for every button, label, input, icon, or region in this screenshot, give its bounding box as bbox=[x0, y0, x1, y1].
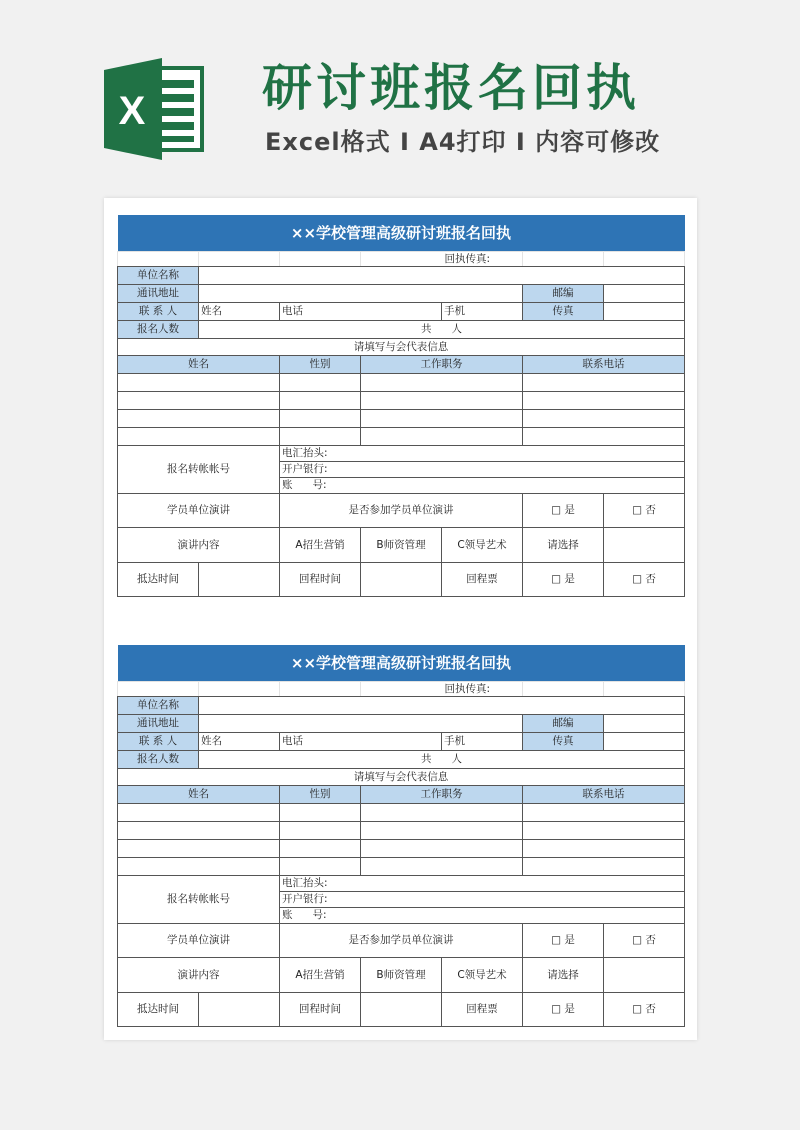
arrival-label: 抵达时间 bbox=[118, 993, 199, 1027]
form-title: ××学校管理高级研讨班报名回执 bbox=[118, 645, 685, 682]
col-header-job: 工作职务 bbox=[361, 356, 523, 374]
ticket-yes-checkbox[interactable]: □ 是 bbox=[523, 993, 604, 1027]
unit-name-label: 单位名称 bbox=[118, 697, 199, 715]
cell[interactable] bbox=[118, 804, 280, 822]
arrival-label: 抵达时间 bbox=[118, 563, 199, 597]
choice-field[interactable] bbox=[604, 958, 685, 993]
fax-field[interactable] bbox=[604, 733, 685, 751]
cell[interactable] bbox=[280, 682, 361, 697]
return-time-field[interactable] bbox=[361, 993, 442, 1027]
col-header-gender: 性别 bbox=[280, 786, 361, 804]
address-label: 通讯地址 bbox=[118, 285, 199, 303]
contact-name-field[interactable]: 姓名 bbox=[199, 303, 280, 321]
registration-table bbox=[117, 645, 685, 1027]
fax-label-cell: 传真 bbox=[523, 733, 604, 751]
cell[interactable] bbox=[280, 410, 361, 428]
cell[interactable] bbox=[199, 682, 280, 697]
cell[interactable] bbox=[361, 410, 523, 428]
cell[interactable] bbox=[118, 840, 280, 858]
contact-name-field[interactable]: 姓名 bbox=[199, 733, 280, 751]
cell[interactable] bbox=[523, 392, 685, 410]
cell[interactable] bbox=[280, 252, 361, 267]
cell[interactable] bbox=[523, 858, 685, 876]
account-number-field[interactable]: 账 号: bbox=[280, 908, 685, 924]
cell[interactable] bbox=[118, 392, 280, 410]
bank-field[interactable]: 开户银行: bbox=[280, 462, 685, 478]
cell[interactable] bbox=[118, 252, 199, 267]
contact-mobile-field[interactable]: 手机 bbox=[442, 733, 523, 751]
unit-name-field[interactable] bbox=[199, 267, 685, 285]
return-time-label: 回程时间 bbox=[280, 993, 361, 1027]
cell[interactable] bbox=[361, 858, 523, 876]
cell[interactable] bbox=[118, 410, 280, 428]
option-b[interactable]: B师资管理 bbox=[361, 958, 442, 993]
fax-field[interactable] bbox=[604, 303, 685, 321]
cell[interactable] bbox=[523, 804, 685, 822]
cell[interactable] bbox=[361, 374, 523, 392]
cell[interactable] bbox=[199, 252, 280, 267]
contact-label: 联 系 人 bbox=[118, 303, 199, 321]
table-row bbox=[118, 822, 685, 840]
option-c[interactable]: C领导艺术 bbox=[442, 528, 523, 563]
table-row bbox=[118, 392, 685, 410]
cell[interactable] bbox=[280, 428, 361, 446]
speech-question: 是否参加学员单位演讲 bbox=[280, 494, 523, 528]
col-header-phone: 联系电话 bbox=[523, 356, 685, 374]
return-ticket-label: 回程票 bbox=[442, 563, 523, 597]
address-field[interactable] bbox=[199, 715, 523, 733]
count-field[interactable]: 共 人 bbox=[199, 321, 685, 339]
cell[interactable] bbox=[523, 428, 685, 446]
rep-info-heading: 请填写与会代表信息 bbox=[118, 339, 685, 356]
postcode-label: 邮编 bbox=[523, 285, 604, 303]
cell[interactable] bbox=[523, 822, 685, 840]
arrival-field[interactable] bbox=[199, 563, 280, 597]
postcode-field[interactable] bbox=[604, 715, 685, 733]
address-field[interactable] bbox=[199, 285, 523, 303]
cell[interactable] bbox=[118, 374, 280, 392]
speech-label: 学员单位演讲 bbox=[118, 494, 280, 528]
cell[interactable] bbox=[280, 374, 361, 392]
speech-yes-checkbox[interactable]: □ 是 bbox=[523, 494, 604, 528]
speech-no-checkbox[interactable]: □ 否 bbox=[604, 924, 685, 958]
account-label: 报名转帐帐号 bbox=[118, 876, 280, 924]
count-field[interactable]: 共 人 bbox=[199, 751, 685, 769]
postcode-label: 邮编 bbox=[523, 715, 604, 733]
cell[interactable] bbox=[280, 804, 361, 822]
cell[interactable] bbox=[118, 858, 280, 876]
table-row bbox=[118, 840, 685, 858]
arrival-field[interactable] bbox=[199, 993, 280, 1027]
cell[interactable] bbox=[361, 392, 523, 410]
fax-label: 回执传真: bbox=[361, 682, 523, 697]
count-label: 报名人数 bbox=[118, 751, 199, 769]
return-time-label: 回程时间 bbox=[280, 563, 361, 597]
option-a[interactable]: A招生营销 bbox=[280, 528, 361, 563]
contact-phone-field[interactable]: 电话 bbox=[280, 733, 442, 751]
option-b[interactable]: B师资管理 bbox=[361, 528, 442, 563]
contact-label: 联 系 人 bbox=[118, 733, 199, 751]
cell[interactable] bbox=[604, 682, 685, 697]
return-ticket-label: 回程票 bbox=[442, 993, 523, 1027]
col-header-name: 姓名 bbox=[118, 786, 280, 804]
bank-field[interactable]: 开户银行: bbox=[280, 892, 685, 908]
cell[interactable] bbox=[118, 428, 280, 446]
wire-title-field[interactable]: 电汇抬头: bbox=[280, 446, 685, 462]
form-title: ××学校管理高级研讨班报名回执 bbox=[118, 215, 685, 252]
table-row bbox=[118, 410, 685, 428]
cell[interactable] bbox=[361, 804, 523, 822]
fax-value[interactable] bbox=[523, 682, 604, 697]
ticket-no-checkbox[interactable]: □ 否 bbox=[604, 993, 685, 1027]
cell[interactable] bbox=[604, 252, 685, 267]
table-row bbox=[118, 374, 685, 392]
table-row bbox=[118, 858, 685, 876]
page-title: 研讨班报名回执 bbox=[262, 59, 640, 117]
address-label: 通讯地址 bbox=[118, 715, 199, 733]
speech-content-label: 演讲内容 bbox=[118, 528, 280, 563]
registration-form-2 bbox=[117, 645, 685, 1027]
table-row bbox=[118, 804, 685, 822]
postcode-field[interactable] bbox=[604, 285, 685, 303]
cell[interactable] bbox=[280, 822, 361, 840]
wire-title-field[interactable]: 电汇抬头: bbox=[280, 876, 685, 892]
cell[interactable] bbox=[118, 822, 280, 840]
cell[interactable] bbox=[361, 822, 523, 840]
cell[interactable] bbox=[280, 840, 361, 858]
account-number-field[interactable]: 账 号: bbox=[280, 478, 685, 494]
cell[interactable] bbox=[280, 392, 361, 410]
contact-phone-field[interactable]: 电话 bbox=[280, 303, 442, 321]
speech-label: 学员单位演讲 bbox=[118, 924, 280, 958]
choose-label: 请选择 bbox=[523, 958, 604, 993]
speech-yes-checkbox[interactable]: □ 是 bbox=[523, 924, 604, 958]
excel-logo-icon bbox=[104, 58, 204, 160]
cell[interactable] bbox=[523, 410, 685, 428]
option-c[interactable]: C领导艺术 bbox=[442, 958, 523, 993]
speech-question: 是否参加学员单位演讲 bbox=[280, 924, 523, 958]
cell[interactable] bbox=[280, 858, 361, 876]
fax-label-cell: 传真 bbox=[523, 303, 604, 321]
rep-info-heading: 请填写与会代表信息 bbox=[118, 769, 685, 786]
col-header-phone: 联系电话 bbox=[523, 786, 685, 804]
page-subtitle: Excel格式 I A4打印 I 内容可修改 bbox=[265, 128, 661, 156]
ticket-no-checkbox[interactable]: □ 否 bbox=[604, 563, 685, 597]
cell[interactable] bbox=[361, 840, 523, 858]
col-header-gender: 性别 bbox=[280, 356, 361, 374]
account-label: 报名转帐帐号 bbox=[118, 446, 280, 494]
fax-label: 回执传真: bbox=[361, 252, 523, 267]
table-row bbox=[118, 428, 685, 446]
ticket-yes-checkbox[interactable]: □ 是 bbox=[523, 563, 604, 597]
col-header-job: 工作职务 bbox=[361, 786, 523, 804]
speech-no-checkbox[interactable]: □ 否 bbox=[604, 494, 685, 528]
cell[interactable] bbox=[523, 374, 685, 392]
return-time-field[interactable] bbox=[361, 563, 442, 597]
col-header-name: 姓名 bbox=[118, 356, 280, 374]
svg-text:X: X bbox=[118, 89, 146, 133]
choose-label: 请选择 bbox=[523, 528, 604, 563]
unit-name-field[interactable] bbox=[199, 697, 685, 715]
choice-field[interactable] bbox=[604, 528, 685, 563]
registration-table bbox=[117, 215, 685, 597]
cell[interactable] bbox=[118, 682, 199, 697]
contact-mobile-field[interactable]: 手机 bbox=[442, 303, 523, 321]
fax-value[interactable] bbox=[523, 252, 604, 267]
unit-name-label: 单位名称 bbox=[118, 267, 199, 285]
speech-content-label: 演讲内容 bbox=[118, 958, 280, 993]
registration-form-1 bbox=[117, 215, 685, 597]
cell[interactable] bbox=[523, 840, 685, 858]
cell[interactable] bbox=[361, 428, 523, 446]
count-label: 报名人数 bbox=[118, 321, 199, 339]
option-a[interactable]: A招生营销 bbox=[280, 958, 361, 993]
